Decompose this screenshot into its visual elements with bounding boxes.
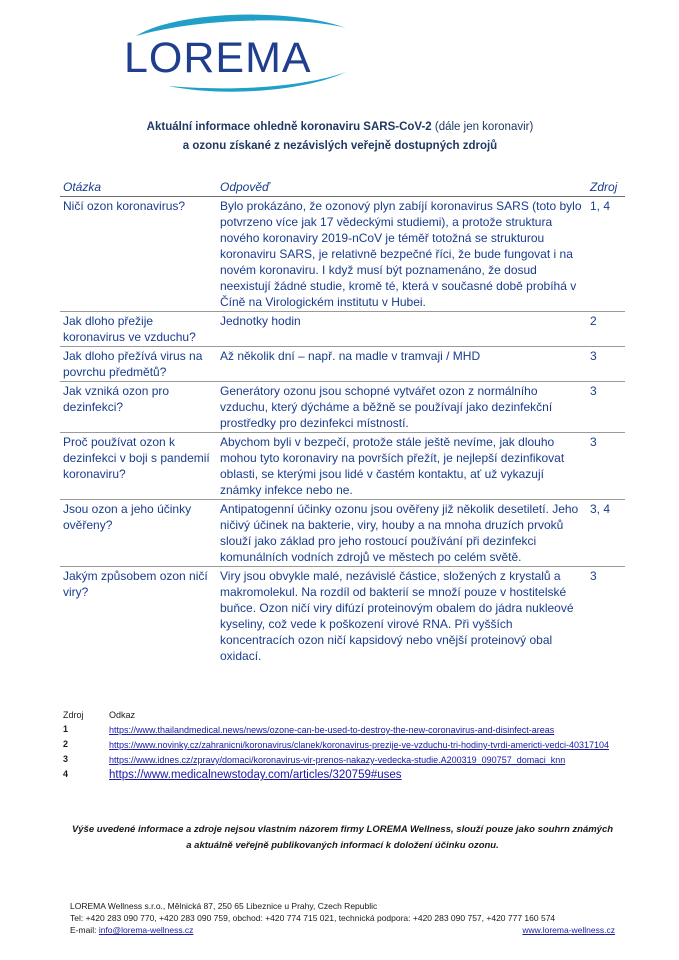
header-source: Zdroj [587, 178, 625, 197]
table-row [60, 433, 625, 500]
company-logo [108, 6, 358, 98]
answer-cell: Generátory ozonu jsou schopné vytvářet ozon z normálního vzduchu, který dýcháme a běžně se používají jako dezinfekční prostředky pro dezinfekci místností. [217, 382, 587, 433]
title-line-1 [60, 118, 620, 137]
source-link[interactable]: https://www.idnes.cz/zpravy/domaci/koronavirus-vir-prenos-nakazy-vedecka-studie.A200319_090757_domaci_knn [109, 755, 566, 765]
question-cell: Ničí ozon koronavirus? [60, 197, 217, 312]
footer-phones: Tel: +420 283 090 770, +420 283 090 759, obchod: +420 774 715 021, technická podpora: +420 283 090 757, +420 777 160 574 [70, 913, 556, 923]
question-cell: Jak dloho přežívá virus na povrchu předmětů? [60, 347, 217, 382]
answer-cell: Bylo prokázáno, že ozonový plyn zabíjí koronavirus SARS (toto bylo potvrzeno více jak 17 vědeckými studiemi), a protože struktura nového koronaviry 2019-nCoV je téměř totožná se strukturou koronaviru SARS, je relativně bezpečné říci, že bude fungovat i na novém koronaviru. I když musí být poznamenáno, že dosud neexistují žádné studie, kromě té, která v současné době probíhá v Číně na Virologickém institutu v Hubei. [217, 197, 587, 312]
source-cell: 3 [587, 347, 625, 382]
table-row [60, 197, 625, 312]
disclaimer-line-1: Výše uvedené informace a zdroje nejsou vlastním názorem firmy LOREMA Wellness, slouží pouze jako souhrn známých [71, 824, 614, 835]
footer-contact-row [70, 924, 615, 936]
source-item [63, 724, 623, 736]
source-item [63, 754, 623, 766]
question-cell: Jakým způsobem ozon ničí viry? [63, 569, 208, 599]
question-cell: Jak dloho přežije koronavirus ve vzduchu? [60, 312, 217, 347]
sources-header [63, 710, 623, 720]
page-footer [70, 900, 615, 936]
qa-table [60, 178, 625, 665]
title-line-2: a ozonu získané z nezávislých veřejně dostupných zdrojů [182, 140, 498, 152]
title-normal: (dále jen koronavir) [434, 121, 534, 133]
question-cell: Jsou ozon a jeho účinky ověřeny? [60, 500, 217, 567]
source-cell: 1, 4 [587, 197, 625, 312]
question-cell: Proč používat ozon k dezinfekci v boji s pandemií koronaviru? [60, 433, 217, 500]
source-number: 1 [63, 724, 69, 734]
source-item [63, 769, 623, 781]
answer-cell: Jednotky hodin [217, 312, 587, 347]
footer-address: LOREMA Wellness s.r.o., Mělnická 87, 250 65 Libeznice u Prahy, Czech Republic [70, 901, 378, 911]
footer-email-link[interactable]: info@lorema-wellness.cz [98, 925, 194, 935]
header-question: Otázka [60, 178, 217, 197]
answer-cell: Antipatogenní účinky ozonu jsou ověřeny již několik desetiletí. Jeho ničivý účinek na bakterie, viry, houby a na mnoha druzích prvoků slouží jako základ pro jeho rostoucí používání při dezinfekci komunálních vodních zdrojů ve městech po celém světě. [217, 500, 587, 567]
header-answer: Odpověď [217, 178, 587, 197]
source-link[interactable]: https://www.medicalnewstoday.com/articles/320759#uses [109, 769, 402, 781]
table-row [60, 382, 625, 433]
table-row [60, 500, 625, 567]
table-header-row [60, 178, 625, 197]
source-number: 4 [63, 769, 69, 779]
source-number: 2 [63, 739, 69, 749]
answer-cell: Abychom byli v bezpečí, protože stále ještě nevíme, jak dlouho mohou tyto koronaviry na površích přežít, je nejlepší dezinfikovat oblasti, se kterými jsou lidé v častém kontaktu, ať už vykazují známky infekce nebo ne. [217, 433, 587, 500]
footer-email-label: E-mail: [70, 925, 97, 935]
sources-header-num: Zdroj [63, 710, 84, 720]
footer-website-link[interactable]: www.lorema-wellness.cz [522, 925, 615, 935]
sources-header-link: Odkaz [109, 710, 136, 720]
source-cell: 3 [590, 569, 597, 583]
disclaimer [60, 822, 625, 854]
disclaimer-line-2: a aktuálně veřejně publikovaných informací k doložení účinku ozonu. [186, 840, 499, 851]
source-cell: 3 [587, 433, 625, 500]
title-bold: Aktuální informace ohledně koronaviru SARS-CoV-2 [146, 121, 432, 133]
source-number: 3 [63, 754, 69, 764]
logo-text: LOREMA [124, 34, 312, 82]
question-cell: Jak vzniká ozon pro dezinfekci? [60, 382, 217, 433]
table-row [60, 567, 625, 666]
sources-list [63, 710, 623, 784]
source-cell: 3 [587, 382, 625, 433]
footer-email-group [70, 924, 193, 936]
source-cell: 2 [587, 312, 625, 347]
answer-cell: Až několik dní – např. na madle v tramvaji / MHD [217, 347, 587, 382]
source-link[interactable]: https://www.novinky.cz/zahranicni/koronavirus/clanek/koronavirus-prezije-ve-vzduchu-tri-hodiny-tvrdi-americti-vedci-40317104 [109, 740, 610, 750]
table-row [60, 312, 625, 347]
source-item [63, 739, 623, 751]
source-cell: 3, 4 [587, 500, 625, 567]
document-title [60, 118, 620, 156]
source-link[interactable]: https://www.thailandmedical.news/news/ozone-can-be-used-to-destroy-the-new-coronavirus-and-disinfect-areas [109, 725, 555, 735]
answer-cell: Viry jsou obvykle malé, nezávislé částice, složených z krystalů a makromolekul. Na rozdíl od bakterií se množí pouze v hostitelské buňce. Ozon ničí viry difúzí proteinovým obalem do jádra nukleové kyseliny, což vede k poškození virové RNA. Při vyšších koncentracích ozon ničí kapsidový nebo vnější proteinový obal oxidací. [220, 569, 574, 663]
table-row [60, 347, 625, 382]
